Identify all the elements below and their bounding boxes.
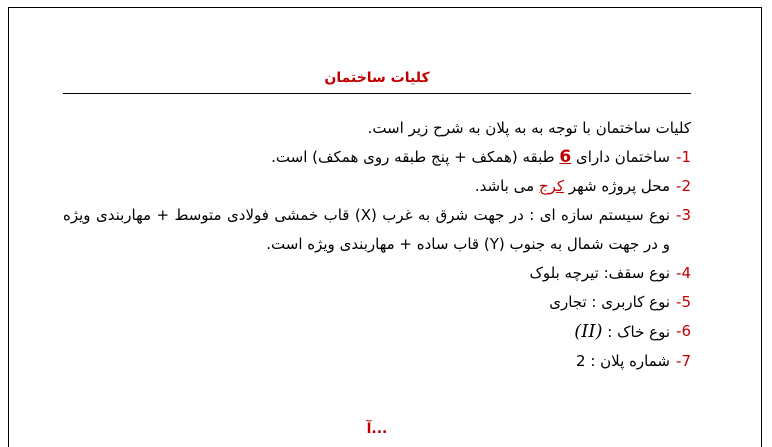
list-item-7	[63, 347, 691, 376]
title-divider	[63, 93, 691, 94]
item-text: نوع خاک : (II)	[574, 321, 670, 342]
item-text: نوع سیستم سازه ای : در جهت شرق به غرب (X) قاب خمشی فولادی متوسط + مهاربندی ویژه و در جهت شمال به جنوب (Y) قاب ساده + مهاربندی ویژه است.	[63, 206, 670, 253]
item-number: 7-	[676, 352, 691, 370]
soil-type-value: (II)	[574, 321, 603, 342]
item-number: 3-	[676, 206, 691, 224]
item-text: نوع کاربری : تجاری	[549, 293, 670, 311]
plan-number: 2	[576, 352, 586, 370]
item-text: محل پروژه شهر کرج می باشد.	[474, 177, 670, 195]
list-item-1	[63, 143, 691, 172]
list-item-6	[63, 317, 691, 347]
item-text: نوع سقف: تیرچه بلوک	[529, 264, 670, 282]
item-number: 1-	[676, 148, 691, 166]
list-item-5	[63, 288, 691, 317]
item-number: 4-	[676, 264, 691, 282]
list-item-3	[63, 201, 691, 259]
next-section-title: آ...	[366, 421, 388, 437]
floor-count: 6	[559, 147, 572, 167]
intro-paragraph: کلیات ساختمان با توجه به به پلان به شرح زیر است.	[367, 119, 691, 137]
project-city: کرج	[538, 177, 565, 195]
section-body	[63, 113, 691, 376]
item-number: 5-	[676, 293, 691, 311]
list-item-4	[63, 259, 691, 288]
item-text: شماره پلان : 2	[576, 352, 670, 370]
item-number: 6-	[676, 322, 691, 340]
list-item-2	[63, 172, 691, 201]
item-number: 2-	[676, 177, 691, 195]
section-title: کلیات ساختمان	[324, 70, 430, 86]
item-text: ساختمان دارای 6 طبقه (همکف + پنج طبقه روی همکف) است.	[271, 147, 670, 167]
